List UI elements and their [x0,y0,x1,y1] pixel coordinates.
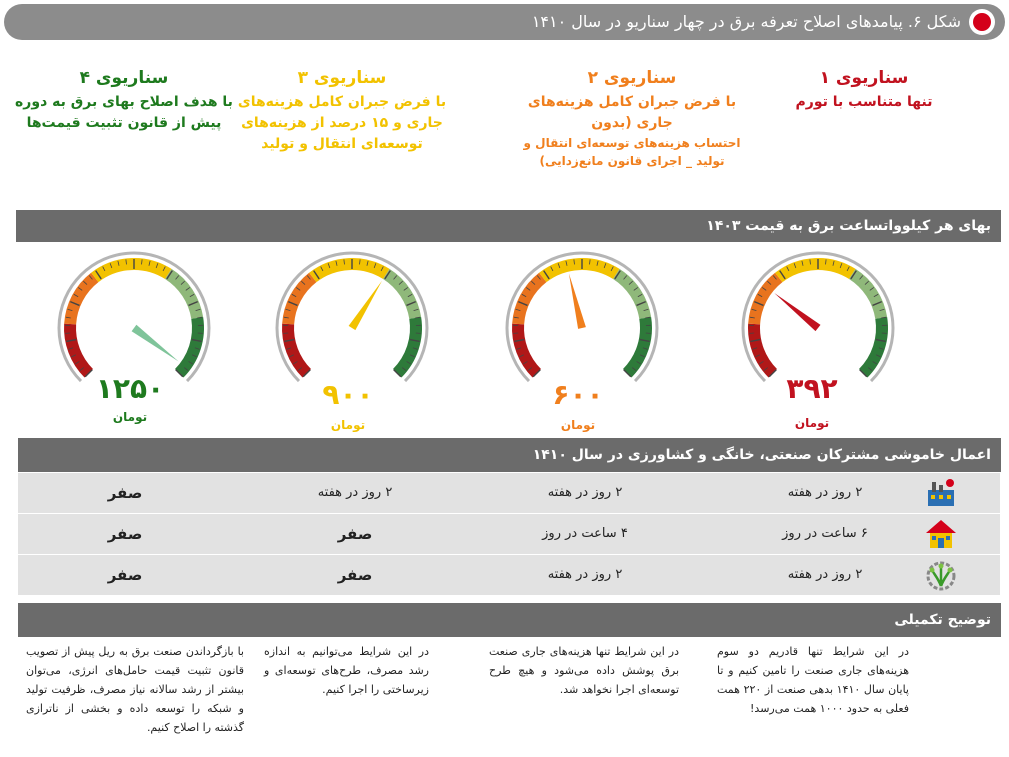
outage-cell-industrial-s1: ۲ روز در هفته [787,485,863,500]
table-row [18,513,1000,554]
gauge-band-1 [70,324,89,373]
gauge-needle [349,281,382,330]
scenario-4-desc: با هدف اصلاح بهای برق به دوره پیش از قانون تثبیت قیمت‌ها [15,93,233,131]
gauge-4-value: ۱۲۵۰ [95,372,165,405]
scenario-4-title: سناریوی ۴ [79,68,169,88]
outage-cell-industrial-s4: صفر [107,484,143,502]
scenario-2-heading [517,66,747,170]
gauge-2-unit: تومان [560,418,596,432]
note-scenario-1: در این شرایط تنها قادریم دو سوم هزینه‌های جاری صنعت را تامین کنیم و تا پایان سال ۱۴۱۰ بدهی صنعت از ۲۲۰ همت فعلی به حدود ۱۰۰۰ همت می‌رسد! [717,645,909,715]
outage-section-bar [18,438,1001,472]
gauge-band-5 [863,318,882,373]
gauge-svg [262,246,442,386]
gauge-svg [492,246,672,386]
outage-cell-industrial-s3: ۲ روز در هفته [317,485,393,500]
gauge-needle [132,325,179,362]
note-scenario-2: در این شرایط تنها هزینه‌های جاری صنعت برق پوشش داده می‌شود و هیچ طرح توسعه‌ای اجرا نخواهد شد. [489,645,679,696]
note-scenario-3: در این شرایط می‌توانیم به اندازه رشد مصرف، طرح‌های توسعه‌ای و زیرساختی را اجرا کنیم. [264,645,429,696]
scenario-1-heading [749,66,979,113]
scenario-3-desc: با فرض جبران کامل هزینه‌های جاری و ۱۵ درصد از هزینه‌های توسعه‌ای انتقال و تولید [237,93,447,152]
outage-section-title: اعمال خاموشی مشترکان صنعتی، خانگی و کشاورزی در سال ۱۴۱۰ [532,447,991,463]
gauge-scenario-4 [44,246,224,386]
scenario-4-heading [9,66,239,134]
gauge-needle [774,293,820,331]
scenario-2-title: سناریوی ۲ [587,68,677,88]
gauge-svg [44,246,224,386]
outage-cell-agri-s1: ۲ روز در هفته [787,567,863,582]
price-section-bar [16,210,1001,242]
gauge-band-1 [754,324,773,373]
price-section-title: بهای هر کیلوواتساعت برق به قیمت ۱۴۰۳ [706,218,991,234]
outage-cell-household-s1: ۶ ساعت در روز [782,526,868,541]
gauge-band-5 [627,318,646,373]
gauge-needle [569,274,586,329]
notes-section-bar [18,603,1001,637]
scenario-2-sub: احتساب هزینه‌های توسعه‌ای انتقال و تولید _ اجرای قانون مانع‌زدایی) [523,135,741,168]
gauge-2-value: ۶۰۰ [552,378,604,411]
table-row [18,472,1000,513]
scenario-3-title: سناریوی ۳ [297,68,387,88]
gauge-1-unit: تومان [794,416,830,430]
outage-cell-agri-s2: ۲ روز در هفته [547,567,623,582]
gauge-3-value: ۹۰۰ [322,378,374,411]
scenario-1-title: سناریوی ۱ [819,68,909,88]
gauge-4-unit: تومان [112,410,148,424]
table-row [18,554,1000,595]
outage-cell-household-s4: صفر [107,525,143,543]
outage-cell-household-s3: صفر [337,525,373,543]
gauge-scenario-2 [492,246,672,386]
outage-cell-agri-s3: صفر [337,566,373,584]
scenario-1-desc: تنها متناسب با تورم [795,93,933,110]
gauge-band-1 [288,324,307,373]
figure-header [4,4,1005,40]
outage-cell-agri-s4: صفر [107,566,143,584]
outage-cell-industrial-s2: ۲ روز در هفته [547,485,623,500]
gauge-1-value: ۳۹۲ [786,372,838,405]
gauge-3-unit: تومان [330,418,366,432]
gauge-scenario-3 [262,246,442,386]
figure-title: شکل ۶. پیامدهای اصلاح تعرفه برق در چهار سناریو در سال ۱۴۱۰ [531,12,961,31]
outage-cell-household-s2: ۴ ساعت در روز [542,526,628,541]
notes-section-title: توضیح تکمیلی [894,612,991,628]
gauge-band-1 [518,324,537,373]
note-scenario-4: با بازگرداندن صنعت برق به ریل پیش از تصویب قانون تثبیت قیمت حامل‌های انرژی، می‌توان بیشتر از رشد سالانه نیاز مصرف، ظرفیت تولید و شبکه را توسعه داده و بخشی از ناترازی گذشته را اصلاح کنیم. [26,645,244,734]
gauge-scenario-1 [728,246,908,386]
gauge-svg [728,246,908,386]
scenario-3-heading [227,66,457,155]
red-dot-icon [969,9,995,35]
gauge-band-5 [179,318,198,373]
gauge-band-5 [397,318,416,373]
scenario-2-desc: با فرض جبران کامل هزینه‌های جاری (بدون [527,93,737,131]
